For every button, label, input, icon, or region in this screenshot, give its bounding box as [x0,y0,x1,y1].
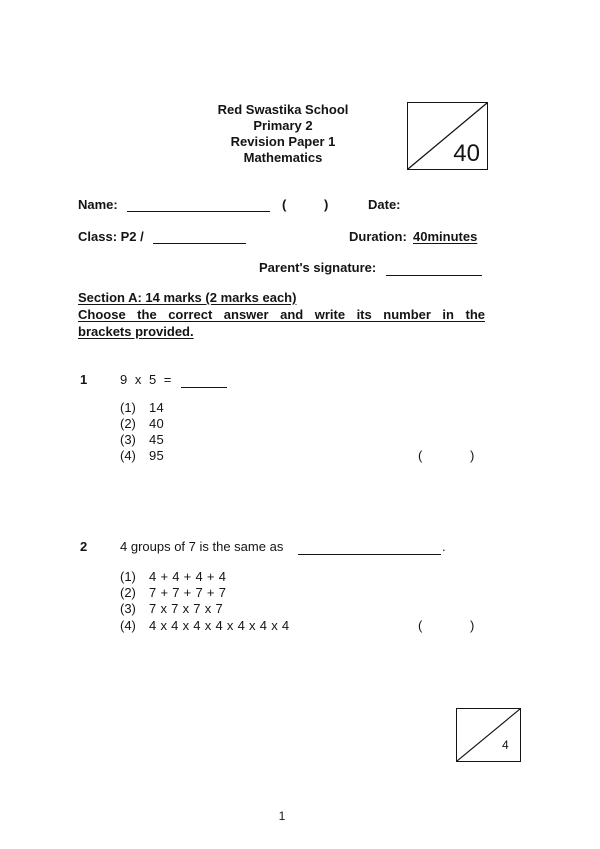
option-label: (1) [120,400,136,415]
option-label: (4) [120,448,136,463]
signature-label: Parent's signature: [259,260,377,275]
section-instruction-line: Choose the correct answer and write its number in the [78,307,485,322]
stem-period: . [442,539,446,554]
total-marks: 40 [453,140,480,167]
section-score-box [456,708,521,762]
school-name: Red Swastika School [217,102,349,117]
section-title: Section A: 14 marks (2 marks each) [78,290,297,305]
date-label: Date: [368,197,401,212]
option-text: 7 + 7 + 7 + 7 [149,585,227,600]
answer-blank [181,387,227,388]
question-number: 2 [80,539,88,554]
signature-blank [386,275,482,276]
name-blank [127,211,270,212]
level-name: Primary 2 [253,118,313,133]
option-item [120,618,289,634]
option-item [120,448,164,464]
option-text: 14 [149,400,165,415]
question-stem: 9 x 5 = [120,372,172,387]
answer-close-bracket: ) [470,618,475,633]
option-item [120,400,164,416]
option-item [120,569,226,585]
duration-value: 40minutes [413,229,478,244]
option-item [120,585,226,601]
index-open-bracket: ( [282,197,287,212]
total-score-box [407,102,488,170]
paper-name: Revision Paper 1 [230,134,336,149]
answer-blank [298,554,441,555]
section-score-diagonal-line [457,709,520,761]
option-label: (3) [120,601,136,616]
page-number: 1 [278,809,286,823]
option-item [120,601,223,617]
option-label: (2) [120,416,136,431]
option-label: (4) [120,618,136,633]
option-text: 95 [149,448,165,463]
class-label: Class: P2 / [78,229,144,244]
answer-close-bracket: ) [470,448,475,463]
option-item [120,432,164,448]
name-label: Name: [78,197,118,212]
class-blank [153,243,246,244]
answer-open-bracket: ( [418,448,423,463]
option-label: (1) [120,569,136,584]
option-label: (2) [120,585,136,600]
question-number: 1 [80,372,88,387]
index-close-bracket: ) [324,197,329,212]
option-text: 4 + 4 + 4 + 4 [149,569,227,584]
section-marks: 4 [502,738,509,752]
option-text: 45 [149,432,165,447]
question-stem: 4 groups of 7 is the same as [120,539,284,554]
option-text: 40 [149,416,165,431]
option-label: (3) [120,432,136,447]
option-text: 7 x 7 x 7 x 7 [149,601,223,616]
duration-label: Duration: [349,229,407,244]
section-instruction-line: brackets provided. [78,324,194,339]
option-item [120,416,164,432]
option-text: 4 x 4 x 4 x 4 x 4 x 4 x 4 [149,618,290,633]
subject-name: Mathematics [243,150,323,165]
paper-header [183,102,383,166]
answer-open-bracket: ( [418,618,423,633]
